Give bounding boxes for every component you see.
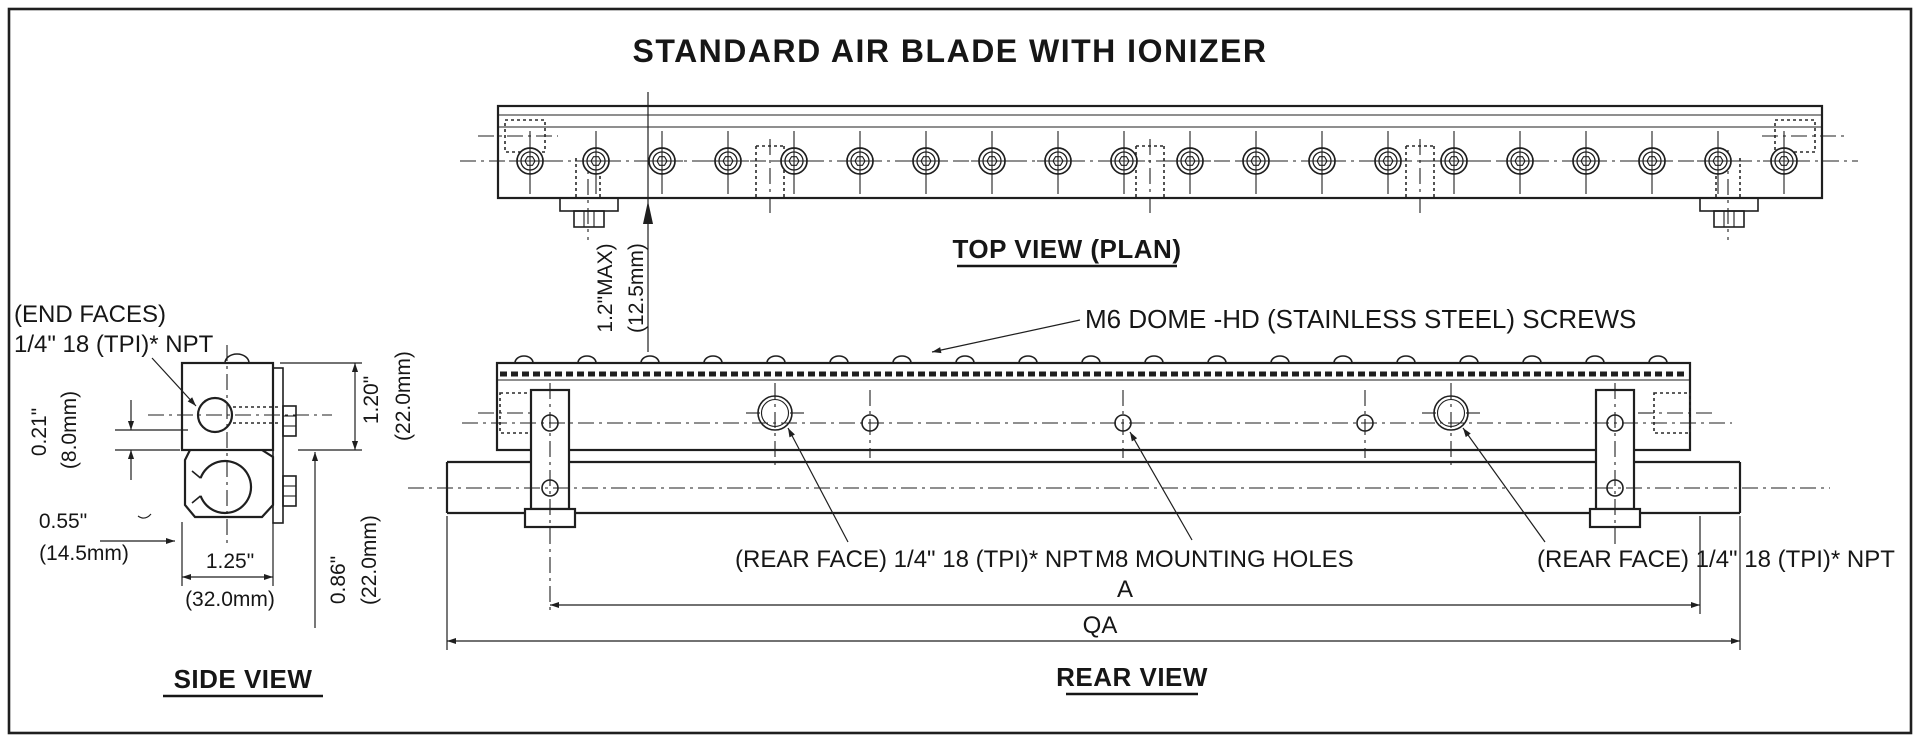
dim-port-offset-mm: (8.0mm) [58, 390, 81, 470]
side-view-label: SIDE VIEW [173, 664, 313, 694]
dim-body-height-mm: (22.0mm) [392, 351, 415, 441]
dim-front-offset-mm: (14.5mm) [39, 542, 129, 565]
rear-face-npt-right-label: (REAR FACE) 1/4" 18 (TPI)* NPT [1537, 546, 1895, 573]
dim-hole-span-label: A [1116, 576, 1134, 603]
rear-face-npt-left-label: (REAR FACE) 1/4" 18 (TPI)* NPT [735, 546, 1093, 573]
m6-screws-label: M6 DOME -HD (STAINLESS STEEL) SCREWS [1085, 304, 1637, 334]
rear-view-label: REAR VIEW [1056, 662, 1208, 692]
dim-clamp-height-mm: (22.0mm) [358, 515, 381, 605]
sheet-border [9, 9, 1911, 733]
dim-clamp-height-in: 0.86" [327, 555, 350, 605]
dim-body-height-in: 1.20" [360, 375, 383, 425]
dim-blade-thickness-in: 1.2"MAX) [594, 243, 617, 333]
m8-holes-label: M8 MOUNTING HOLES [1095, 546, 1354, 573]
end-faces-line1: (END FACES) [14, 301, 167, 328]
dim-body-width-mm: (32.0mm) [185, 588, 275, 611]
dim-port-offset-in: 0.21" [28, 407, 51, 457]
dim-front-offset-in: 0.55" [38, 510, 88, 533]
dim-body-width-in: 1.25" [205, 550, 255, 573]
dim-blade-thickness-mm: (12.5mm) [625, 243, 648, 333]
top-view-label: TOP VIEW (PLAN) [952, 234, 1182, 264]
dim-overall-length-label: QA [1082, 612, 1118, 639]
drawing-title: STANDARD AIR BLADE WITH IONIZER [632, 33, 1268, 69]
end-faces-line2: 1/4" 18 (TPI)* NPT [14, 331, 214, 358]
